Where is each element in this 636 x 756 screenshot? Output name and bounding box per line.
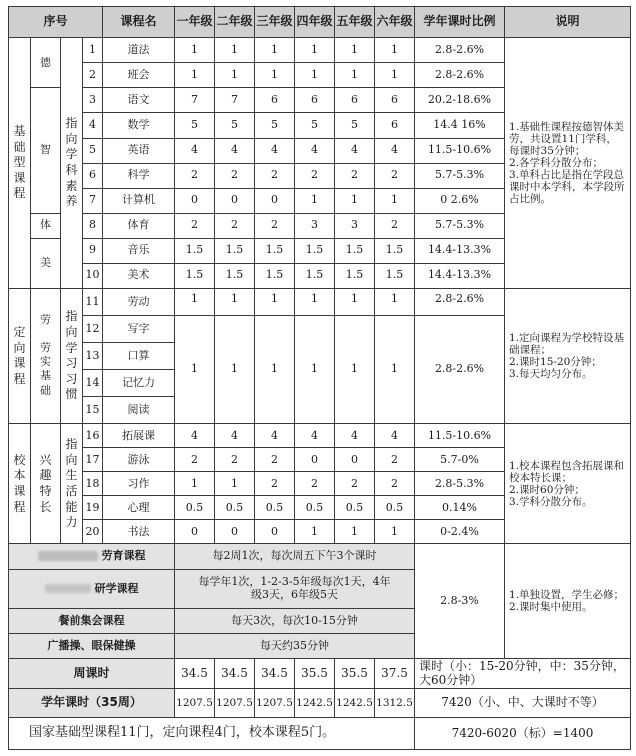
special-label-meal: 餐前集会课程 <box>9 609 175 634</box>
weekly-value: 37.5 <box>375 659 415 689</box>
cell: 2 <box>175 448 215 472</box>
header-grade-2: 二年级 <box>215 7 255 38</box>
cell: 6 <box>255 88 295 113</box>
group-de: 德 <box>31 38 61 88</box>
cell: 1 <box>295 315 335 424</box>
row-course: 游泳 <box>103 448 175 472</box>
row-num: 18 <box>83 472 103 496</box>
cell: 1.5 <box>295 238 335 263</box>
row-course: 拓展课 <box>103 424 175 448</box>
footer-summary: 国家基础型课程11门，定向课程4门，校本课程5门。 <box>9 718 415 750</box>
cell: 1.5 <box>255 238 295 263</box>
cell: 1.5 <box>175 263 215 288</box>
row-num: 8 <box>83 213 103 238</box>
row-num: 7 <box>83 188 103 213</box>
note-basic: 1.基础性课程按德智体美劳，共设置11门学科，每课时35分钟； 2.各学科分散分布； 3.单科占比是指在学段总课时中本学科，本学段所占比例。 <box>505 38 631 288</box>
group-mei: 美 <box>31 238 61 288</box>
row-ratio: 11.5-10.6% <box>415 138 505 163</box>
cell: 1.5 <box>255 263 295 288</box>
cell: 6 <box>335 88 375 113</box>
cell: 1 <box>295 288 335 315</box>
yearly-value: 1242.5 <box>295 689 335 718</box>
cell: 1 <box>295 38 335 63</box>
row-ratio: 0.14% <box>415 496 505 520</box>
cell: 1 <box>335 520 375 544</box>
row-course: 美术 <box>103 263 175 288</box>
row-ratio: 14.4-13.3% <box>415 263 505 288</box>
cell: 2 <box>215 163 255 188</box>
special-desc-meal: 每天3次，每次10-15分钟 <box>175 609 415 634</box>
cell: 2 <box>295 163 335 188</box>
yearly-value: 1207.5 <box>175 689 215 718</box>
weekly-value: 35.5 <box>295 659 335 689</box>
row-ratio: 14.4 16% <box>415 113 505 138</box>
cell: 2 <box>335 472 375 496</box>
cell: 1 <box>255 288 295 315</box>
cell: 2 <box>255 213 295 238</box>
row-course: 音乐 <box>103 238 175 263</box>
yearly-note: 7420（小、中、大课时不等） <box>415 689 631 718</box>
cell: 1 <box>215 472 255 496</box>
row-num: 19 <box>83 496 103 520</box>
cell: 0 <box>215 188 255 213</box>
row-course: 计算机 <box>103 188 175 213</box>
row-course: 口算 <box>103 343 175 370</box>
cell: 2 <box>215 213 255 238</box>
row-ratio: 5.7-0% <box>415 448 505 472</box>
row-num: 4 <box>83 113 103 138</box>
cell: 1 <box>215 315 255 424</box>
weekly-value: 35.5 <box>335 659 375 689</box>
group-point-life: 指向生活能力 <box>61 424 83 544</box>
row-course: 英语 <box>103 138 175 163</box>
curriculum-table <box>8 6 631 750</box>
yearly-value: 1242.5 <box>335 689 375 718</box>
note-school: 1.校本课程包含拓展课和校本特长课； 2.课时60分钟； 3.学科分散分布。 <box>505 424 631 544</box>
cell: 6 <box>375 88 415 113</box>
row-num: 5 <box>83 138 103 163</box>
yearly-value: 1207.5 <box>255 689 295 718</box>
cell: 0.5 <box>375 496 415 520</box>
cell: 1 <box>375 520 415 544</box>
cell: 0 <box>295 448 335 472</box>
row-num: 11 <box>83 288 103 315</box>
row-course: 体育 <box>103 213 175 238</box>
row-course: 劳动 <box>103 288 175 315</box>
cell: 4 <box>295 138 335 163</box>
cell: 2 <box>255 472 295 496</box>
cell: 2 <box>375 472 415 496</box>
cell: 5 <box>335 113 375 138</box>
special-desc-labor: 每2周1次，每次周五下午3个课时 <box>175 544 415 569</box>
cell: 1 <box>215 288 255 315</box>
row-course: 班会 <box>103 63 175 88</box>
group-directed: 定向课程 <box>9 288 31 424</box>
cell: 3 <box>335 213 375 238</box>
cell: 1 <box>215 63 255 88</box>
row-num: 2 <box>83 63 103 88</box>
row-ratio: 5.7-5.3% <box>415 213 505 238</box>
cell: 1.5 <box>375 238 415 263</box>
weekly-label: 周课时 <box>9 659 175 689</box>
cell: 0.5 <box>255 496 295 520</box>
cell: 0 <box>175 188 215 213</box>
header-grade-6: 六年级 <box>375 7 415 38</box>
cell: 0 <box>215 520 255 544</box>
cell: 4 <box>175 424 215 448</box>
cell: 0.5 <box>295 496 335 520</box>
row-ratio: 20.2-18.6% <box>415 88 505 113</box>
group-point-subject: 指向学科素养 <box>61 38 83 288</box>
footer-note: 7420-6020（标）=1400 <box>415 718 631 750</box>
cell: 5 <box>175 113 215 138</box>
note-special: 1.单独设置，学生必修； 2.课时集中使用。 <box>505 544 631 659</box>
cell: 0.5 <box>175 496 215 520</box>
cell: 1 <box>375 63 415 88</box>
cell: 1.5 <box>215 238 255 263</box>
row-course: 写字 <box>103 315 175 342</box>
cell: 2 <box>175 163 215 188</box>
cell: 2 <box>215 448 255 472</box>
cell: 1 <box>335 188 375 213</box>
group-xingqu: 兴趣特长 <box>31 424 61 544</box>
cell: 1 <box>255 315 295 424</box>
header-grade-4: 四年级 <box>295 7 335 38</box>
cell: 6 <box>375 113 415 138</box>
cell: 2 <box>255 163 295 188</box>
cell: 1 <box>335 63 375 88</box>
cell: 4 <box>335 138 375 163</box>
row-num: 9 <box>83 238 103 263</box>
row-course: 道法 <box>103 38 175 63</box>
cell: 2 <box>255 448 295 472</box>
cell: 1 <box>215 38 255 63</box>
cell: 0 <box>175 520 215 544</box>
header-grade-1: 一年级 <box>175 7 215 38</box>
row-ratio: 5.7-5.3% <box>415 163 505 188</box>
cell: 7 <box>175 88 215 113</box>
cell: 1 <box>255 63 295 88</box>
group-ti: 体 <box>31 213 61 238</box>
cell: 1 <box>175 38 215 63</box>
cell: 0.5 <box>335 496 375 520</box>
row-num: 17 <box>83 448 103 472</box>
note-directed: 1.定向课程为学校特设基础课程； 2.课时15-20分钟； 3.每天均匀分布。 <box>505 288 631 424</box>
row-ratio: 0 2.6% <box>415 188 505 213</box>
special-label-labor: 劳育课程 <box>9 544 175 569</box>
header-grade-3: 三年级 <box>255 7 295 38</box>
group-zhi: 智 <box>31 88 61 213</box>
cell: 4 <box>375 138 415 163</box>
row-ratio: 2.8-2.6% <box>415 288 505 315</box>
cell: 1 <box>375 188 415 213</box>
row-ratio: 2.8-5.3% <box>415 472 505 496</box>
cell: 4 <box>295 424 335 448</box>
row-ratio: 2.8-2.6% <box>415 315 505 424</box>
row-num: 3 <box>83 88 103 113</box>
cell: 1 <box>175 288 215 315</box>
group-lao: 劳 劳实基础 <box>31 288 61 424</box>
yearly-label: 学年课时（35周） <box>9 689 175 718</box>
row-course: 语文 <box>103 88 175 113</box>
cell: 5 <box>255 113 295 138</box>
row-ratio: 11.5-10.6% <box>415 424 505 448</box>
special-ratio: 2.8-3% <box>415 544 505 659</box>
row-course: 心理 <box>103 496 175 520</box>
row-num: 1 <box>83 38 103 63</box>
cell: 4 <box>175 138 215 163</box>
row-course: 科学 <box>103 163 175 188</box>
row-num: 16 <box>83 424 103 448</box>
cell: 1 <box>255 38 295 63</box>
header-note: 说明 <box>505 7 631 38</box>
row-ratio: 2.8-2.6% <box>415 38 505 63</box>
cell: 1 <box>375 315 415 424</box>
cell: 2 <box>375 448 415 472</box>
weekly-note: 课时（小：15-20分钟，中：35分钟，大60分钟） <box>415 659 631 689</box>
group-basic: 基础型课程 <box>9 38 31 288</box>
cell: 5 <box>215 113 255 138</box>
cell: 1 <box>295 520 335 544</box>
cell: 2 <box>175 213 215 238</box>
row-num: 6 <box>83 163 103 188</box>
row-num: 13 <box>83 343 103 370</box>
cell: 2 <box>335 163 375 188</box>
cell: 1 <box>375 38 415 63</box>
cell: 3 <box>295 213 335 238</box>
cell: 0 <box>335 448 375 472</box>
cell: 1 <box>335 315 375 424</box>
cell: 2 <box>375 163 415 188</box>
weekly-value: 34.5 <box>255 659 295 689</box>
row-num: 15 <box>83 397 103 424</box>
row-ratio: 0-2.4% <box>415 520 505 544</box>
cell: 4 <box>375 424 415 448</box>
cell: 1.5 <box>175 238 215 263</box>
yearly-value: 1207.5 <box>215 689 255 718</box>
header-ratio: 学年课时比例 <box>415 7 505 38</box>
cell: 1.5 <box>335 238 375 263</box>
row-num: 14 <box>83 370 103 397</box>
cell: 4 <box>215 424 255 448</box>
cell: 1 <box>175 63 215 88</box>
group-point-habit: 指向学习习惯 <box>61 288 83 424</box>
cell: 1 <box>375 288 415 315</box>
cell: 4 <box>255 138 295 163</box>
weekly-value: 34.5 <box>215 659 255 689</box>
cell: 5 <box>295 113 335 138</box>
special-desc-study: 每学年1次，1-2-3-5年级每次1天，4年级3天，6年级5天 <box>175 569 415 609</box>
row-num: 10 <box>83 263 103 288</box>
cell: 4 <box>335 424 375 448</box>
special-desc-exercise: 每天约35分钟 <box>175 634 415 659</box>
cell: 0.5 <box>215 496 255 520</box>
cell: 4 <box>255 424 295 448</box>
cell: 0 <box>255 188 295 213</box>
group-school: 校本课程 <box>9 424 31 544</box>
row-ratio: 14.4-13.3% <box>415 238 505 263</box>
cell: 1.5 <box>375 263 415 288</box>
cell: 1.5 <box>335 263 375 288</box>
cell: 1.5 <box>215 263 255 288</box>
cell: 1 <box>335 288 375 315</box>
cell: 1 <box>295 63 335 88</box>
weekly-value: 34.5 <box>175 659 215 689</box>
cell: 2 <box>375 213 415 238</box>
cell: 7 <box>215 88 255 113</box>
cell: 1 <box>295 188 335 213</box>
cell: 0 <box>255 520 295 544</box>
cell: 2 <box>295 472 335 496</box>
cell: 1 <box>175 315 215 424</box>
cell: 1.5 <box>295 263 335 288</box>
cell: 1 <box>175 472 215 496</box>
row-course: 习作 <box>103 472 175 496</box>
special-label-study: 研学课程 <box>9 569 175 609</box>
row-num: 12 <box>83 315 103 342</box>
row-course: 书法 <box>103 520 175 544</box>
cell: 1 <box>335 38 375 63</box>
header-seq: 序号 <box>9 7 103 38</box>
row-num: 20 <box>83 520 103 544</box>
cell: 6 <box>295 88 335 113</box>
row-course: 数学 <box>103 113 175 138</box>
row-course: 记忆力 <box>103 370 175 397</box>
special-label-exercise: 广播操、眼保健操 <box>9 634 175 659</box>
yearly-value: 1312.5 <box>375 689 415 718</box>
header-course: 课程名 <box>103 7 175 38</box>
header-row <box>9 7 631 38</box>
cell: 4 <box>215 138 255 163</box>
row-course: 阅读 <box>103 397 175 424</box>
header-grade-5: 五年级 <box>335 7 375 38</box>
row-ratio: 2.8-2.6% <box>415 63 505 88</box>
